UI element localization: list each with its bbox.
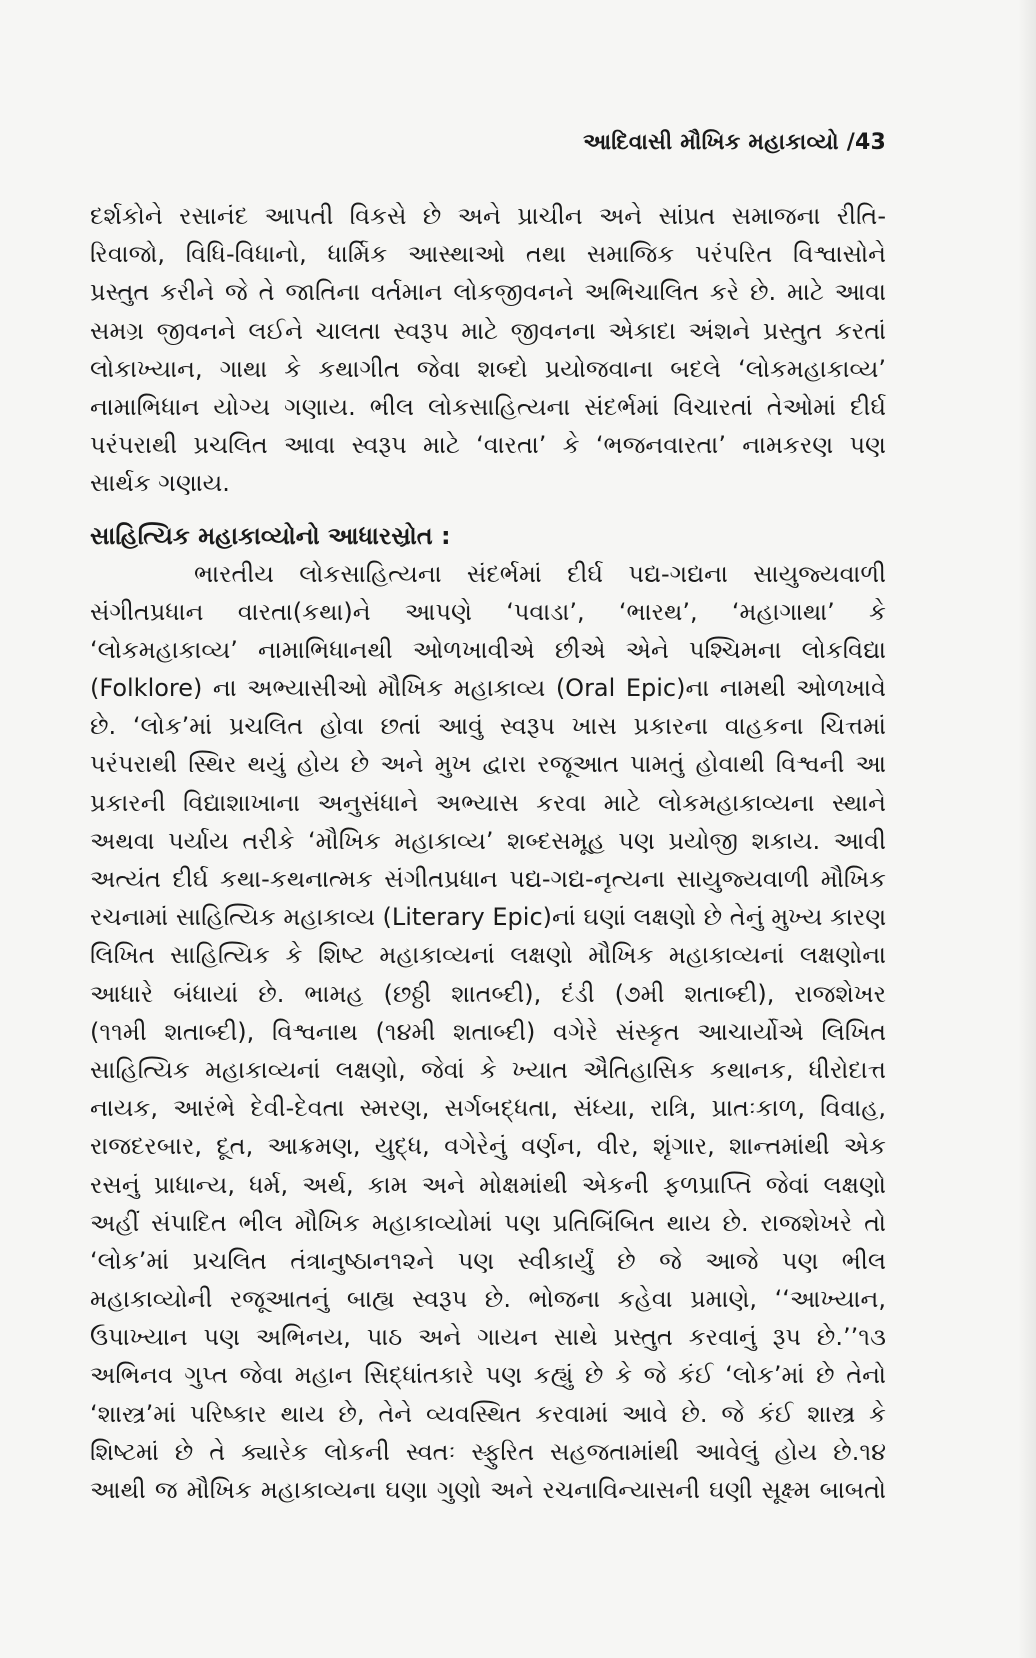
text-line: પરંપરાથી સ્થિર થયું હોય છે અને મુખ દ્વારા રજૂઆત પામતું હોવાથી વિશ્વની આ: [90, 750, 886, 779]
text-line: રચનામાં સાહિત્યિક મહાકાવ્ય (Literary Epic)નાં ઘણાં લક્ષણો છે તેનું મુખ્ય કારણ: [90, 903, 886, 932]
text-line: સમગ્ર જીવનને લઈને ચાલતા સ્વરૂપ માટે જીવનના એકાદા અંશને પ્રસ્તુત કરતાં: [90, 316, 886, 345]
paragraph-2: [90, 555, 886, 1510]
running-head: આદિવાસી મૌખિક મહાકાવ્યો /43: [583, 130, 886, 155]
section-heading: સાહિત્યિક મહાકાવ્યોનો આધારસ્રોત :: [90, 521, 451, 550]
text-line: અથવા પર્યાય તરીકે ‘મૌખિક મહાકાવ્ય’ શબ્દસમૂહ પણ પ્રયોજી શકાય. આવી: [90, 826, 886, 855]
text-line: લોકાખ્યાન, ગાથા કે કથાગીત જેવા શબ્દો પ્રયોજવાના બદલે ‘લોકમહાકાવ્ય’: [90, 354, 886, 383]
text-line: છે. ‘લોક’માં પ્રચલિત હોવા છતાં આવું સ્વરૂપ ખાસ પ્રકારના વાહકના ચિત્તમાં: [90, 712, 886, 741]
text-line: અભિનવ ગુપ્ત જેવા મહાન સિદ્ધાંતકારે પણ કહ્યું છે કે જે કંઈ ‘લોક’માં છે તેનો: [90, 1361, 886, 1390]
text-line: પ્રસ્તુત કરીને જે તે જાતિના વર્તમાન લોકજીવનને અભિચાલિત કરે છે. માટે આવા: [90, 278, 886, 307]
text-line: રાજદરબાર, દૂત, આક્રમણ, યુદ્ધ, વગેરેનું વર્ણન, વીર, શૃંગાર, શાન્તમાંથી એક: [90, 1132, 886, 1161]
text-line: (૧૧મી શતાબ્દી), વિશ્વનાથ (૧૪મી શતાબ્દી) વગેરે સંસ્કૃત આચાર્યોએ લિખિત: [90, 1017, 886, 1046]
text-line: (Folklore) ના અભ્યાસીઓ મૌખિક મહાકાવ્ય (Oral Epic)ના નામથી ઓળખાવે: [90, 674, 886, 703]
body-text: [90, 197, 886, 1509]
text-line: પરંપરાથી પ્રચલિત આવા સ્વરૂપ માટે ‘વારતા’ કે ‘ભજનવારતા’ નામકરણ પણ: [90, 431, 886, 460]
text-line: સંગીતપ્રધાન વારતા(કથા)ને આપણે ‘પવાડા’, ‘ભારથ’, ‘મહાગાથા’ કે: [90, 597, 886, 626]
text-line: ‘લોક’માં પ્રચલિત તંત્રાનુષ્ઠાન૧૨ને પણ સ્વીકાર્યું છે જે આજે પણ ભીલ: [90, 1246, 886, 1275]
text-line: આથી જ મૌખિક મહાકાવ્યના ઘણા ગુણો અને રચનાવિન્યાસની ઘણી સૂક્ષ્મ બાબતો: [90, 1476, 886, 1504]
text-line: સાર્થક ગણાય.: [90, 469, 230, 498]
text-line: નામાભિધાન યોગ્ય ગણાય. ભીલ લોકસાહિત્યના સંદર્ભમાં વિચારતાં તેઓમાં દીર્ઘ: [90, 392, 886, 421]
text-line: ભારતીય લોકસાહિત્યના સંદર્ભમાં દીર્ઘ પદ્ય-ગદ્યના સાયુજ્યવાળી: [194, 559, 886, 588]
paragraph-1: [90, 197, 886, 503]
text-line: દર્શકોને રસાનંદ આપતી વિકસે છે અને પ્રાચીન અને સાંપ્રત સમાજના રીતિ-: [90, 202, 886, 230]
text-line: નાયક, આરંભે દેવી-દેવતા સ્મરણ, સર્ગબદ્ધતા, સંધ્યા, રાત્રિ, પ્રાતઃકાળ, વિવાહ,: [90, 1094, 886, 1123]
text-line: ‘શાસ્ત્ર’માં પરિષ્કાર થાય છે, તેને વ્યવસ્થિત કરવામાં આવે છે. જે કંઈ શાસ્ત્ર કે: [90, 1399, 886, 1428]
text-line: આધારે બંધાયાં છે. ભામહ (છઠ્ઠી શાતબ્દી), દંડી (૭મી શતાબ્દી), રાજશેખર: [90, 979, 886, 1008]
text-line: શિષ્ટમાં છે તે ક્યારેક લોકની સ્વતઃ સ્ફુરિત સહજતામાંથી આવેલું હોય છે.૧૪: [90, 1437, 886, 1466]
text-line: ઉપાખ્યાન પણ અભિનય, પાઠ અને ગાયન સાથે પ્રસ્તુત કરવાનું રૂપ છે.’’૧૩: [90, 1323, 886, 1352]
text-line: લિખિત સાહિત્યિક કે શિષ્ટ મહાકાવ્યનાં લક્ષણો મૌખિક મહાકાવ્યનાં લક્ષણોના: [90, 941, 886, 970]
text-line: અહીં સંપાદિત ભીલ મૌખિક મહાકાવ્યોમાં પણ પ્રતિબિંબિત થાય છે. રાજશેખરે તો: [90, 1208, 886, 1237]
text-line: પ્રકારની વિદ્યાશાખાના અનુસંધાને અભ્યાસ કરવા માટે લોકમહાકાવ્યના સ્થાને: [90, 788, 886, 817]
text-line: અત્યંત દીર્ઘ કથા-કથનાત્મક સંગીતપ્રધાન પદ્ય-ગદ્ય-નૃત્યના સાયુજ્યવાળી મૌખિક: [90, 865, 886, 893]
text-line: સાહિત્યિક મહાકાવ્યનાં લક્ષણો, જેવાં કે ખ્યાત ઐતિહાસિક કથાનક, ધીરોદાત્ત: [90, 1055, 886, 1084]
text-line: રિવાજો, વિધિ-વિધાનો, ધાર્મિક આસ્થાઓ તથા સમાજિક પરંપરિત વિશ્વાસોને: [90, 240, 886, 269]
text-line: રસનું પ્રાધાન્ય, ધર્મ, અર્થ, કામ અને મોક્ષમાંથી એકની ફળપ્રાપ્તિ જેવાં લક્ષણો: [90, 1170, 886, 1199]
text-line: ‘લોકમહાકાવ્ય’ નામાભિધાનથી ઓળખાવીએ છીએ એને પશ્ચિમના લોકવિદ્યા: [90, 635, 886, 664]
text-line: મહાકાવ્યોની રજૂઆતનું બાહ્ય સ્વરૂપ છે. ભોજના કહેવા પ્રમાણે, ‘‘આખ્યાન,: [90, 1285, 886, 1314]
